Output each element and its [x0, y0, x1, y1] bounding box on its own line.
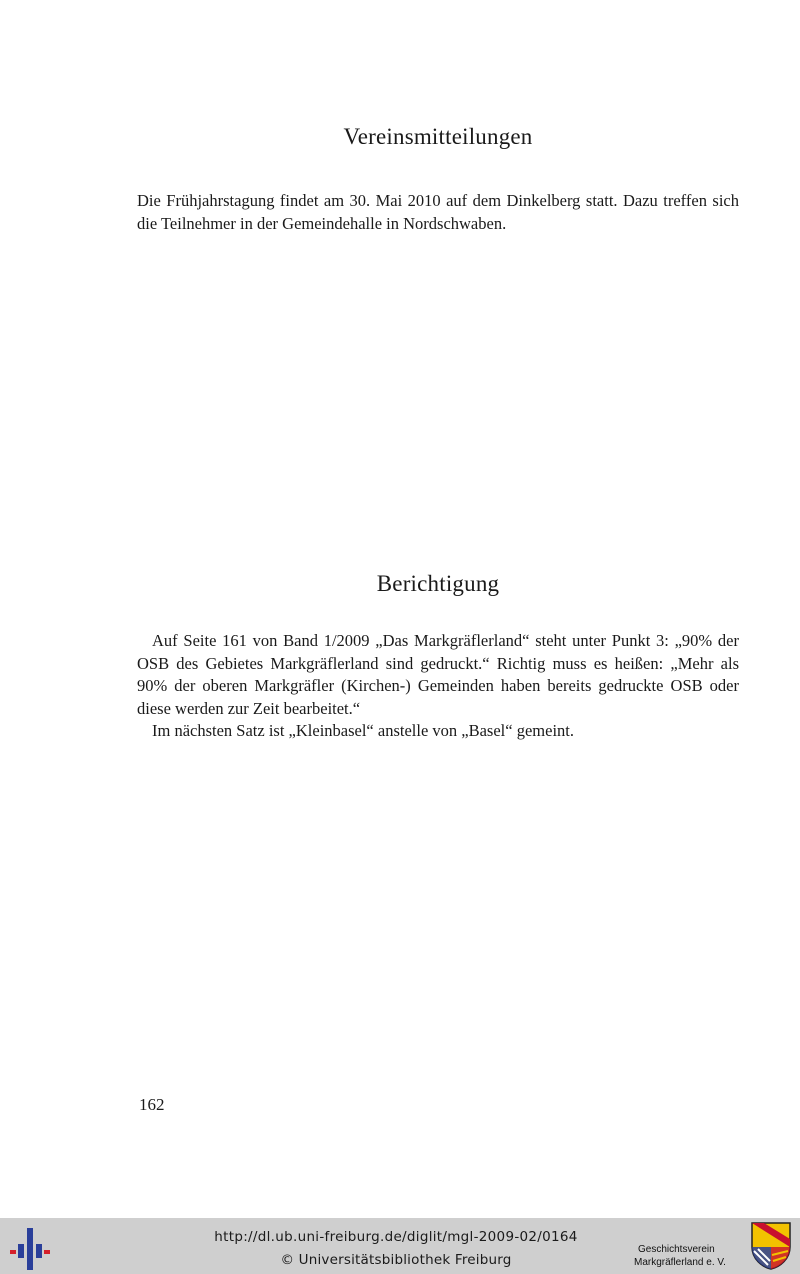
- paragraph-fruehjahrstagung: Die Frühjahrstagung findet am 30. Mai 2010 auf dem Dinkelberg statt. Dazu treffen sich die Teilnehmer in der Gemeindehalle in Nordschwaben.: [137, 191, 739, 233]
- coat-of-arms-icon: [750, 1221, 792, 1271]
- page-number: 162: [139, 1095, 165, 1114]
- ub-freiburg-logo-icon: [8, 1224, 52, 1270]
- society-line-1: Geschichtsverein: [638, 1244, 715, 1255]
- paragraph-kleinbasel: Im nächsten Satz ist „Kleinbasel“ anstelle von „Basel“ gemeint.: [152, 721, 574, 740]
- heading-berichtigung: Berichtigung: [376, 571, 500, 596]
- footer-copyright: © Universitätsbibliothek Freiburg: [280, 1252, 512, 1268]
- footer-url-link[interactable]: http://dl.ub.uni-freiburg.de/diglit/mgl-2009-02/0164: [214, 1229, 578, 1245]
- heading-vereinsmitteilungen: Vereinsmitteilungen: [343, 124, 533, 149]
- footer-bar: [0, 1218, 800, 1274]
- society-line-2: Markgräflerland e. V.: [634, 1257, 726, 1268]
- paragraph-berichtigung: Auf Seite 161 von Band 1/2009 „Das Markgräflerland“ steht unter Punkt 3: „90% der OSB des Gebietes Markgräflerland sind gedruckt.“ Richtig muss es heißen: „Mehr als 90% der oberen Markgräfler (Kirchen-) Gemeinden haben bereits gedruckte OSB oder diese werden zur Zeit bearbeitet.“: [137, 631, 739, 718]
- society-name: [634, 1243, 748, 1269]
